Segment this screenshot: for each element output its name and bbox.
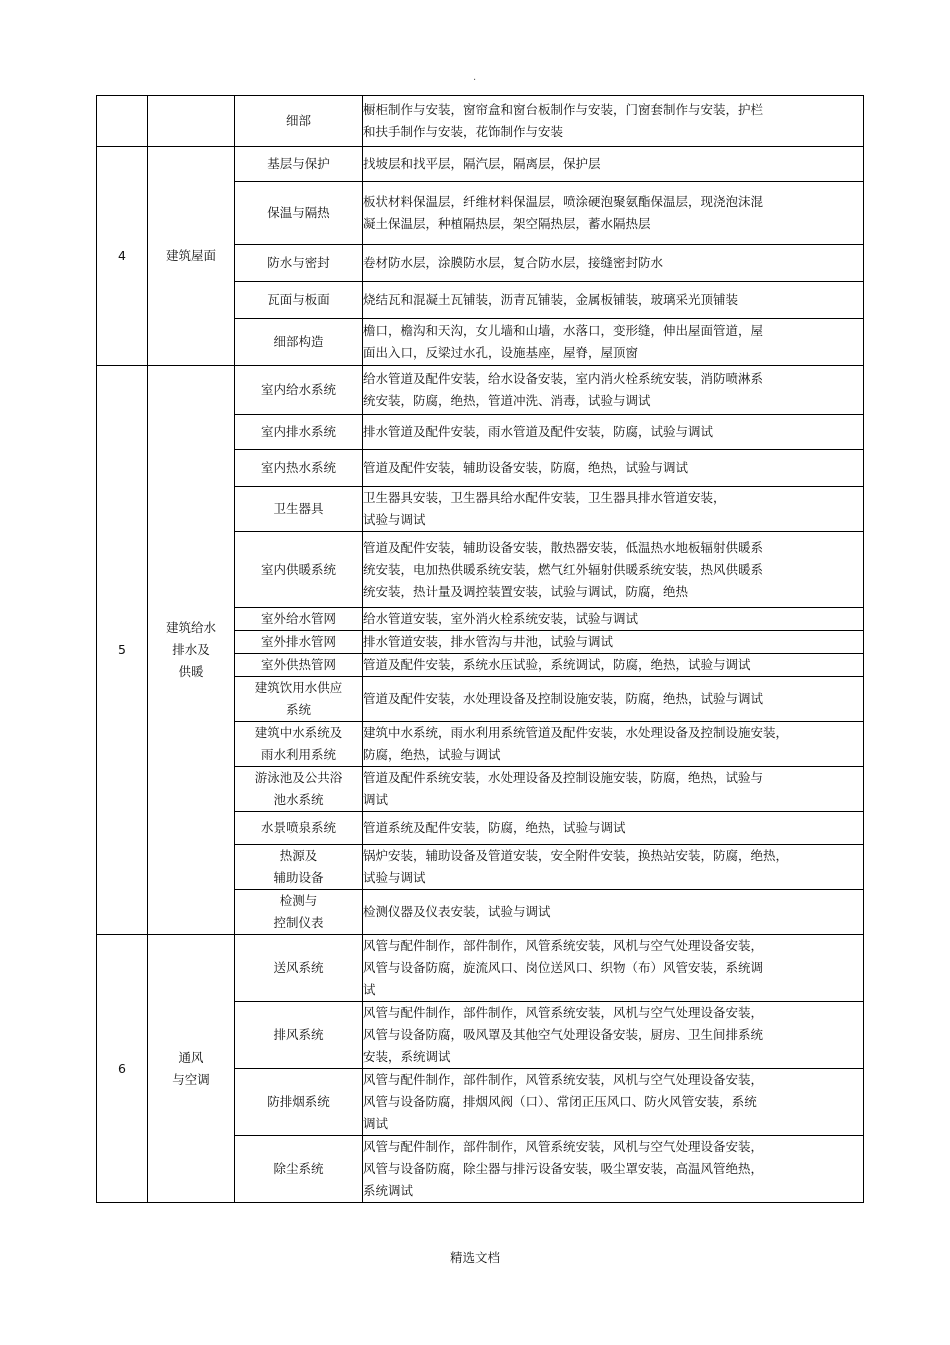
subdivision-name: 室外给水管网 — [235, 608, 363, 631]
subitem-list: 风管与配件制作，部件制作，风管系统安装，风机与空气处理设备安装， 风管与设备防腐，排烟风阀（口）、常闭正压风口、防火风管安装，系统 调试 — [363, 1069, 864, 1136]
subitem-list: 给水管道安装，室外消火栓系统安装，试验与调试 — [363, 608, 864, 631]
subitem-list: 检测仪器及仪表安装，试验与调试 — [363, 890, 864, 935]
subdivision-name: 水景喷泉系统 — [235, 812, 363, 845]
subdivision-name: 室外供热管网 — [235, 654, 363, 677]
subdivision-name: 细部构造 — [235, 319, 363, 366]
subdivision-name: 检测与 控制仪表 — [235, 890, 363, 935]
subdivision-name: 建筑中水系统及 雨水利用系统 — [235, 722, 363, 767]
subdivision-name: 防水与密封 — [235, 245, 363, 282]
subitem-list: 烧结瓦和混凝土瓦铺装，沥青瓦铺装，金属板铺装，玻璃采光顶铺装 — [363, 282, 864, 319]
division-name: 建筑给水 排水及 供暖 — [148, 366, 235, 935]
subdivision-name: 室内给水系统 — [235, 366, 363, 415]
subitem-list: 橱柜制作与安装，窗帘盒和窗台板制作与安装，门窗套制作与安装，护栏 和扶手制作与安装，花饰制作与安装 — [363, 96, 864, 147]
subdivision-name: 卫生器具 — [235, 487, 363, 532]
subitem-list: 管道系统及配件安装，防腐，绝热，试验与调试 — [363, 812, 864, 845]
subitem-list: 风管与配件制作，部件制作，风管系统安装，风机与空气处理设备安装， 风管与设备防腐，旋流风口、岗位送风口、织物（布）风管安装，系统调 试 — [363, 935, 864, 1002]
division-number: 6 — [97, 935, 148, 1203]
subdivision-name: 室内供暖系统 — [235, 532, 363, 608]
subdivision-name: 室外排水管网 — [235, 631, 363, 654]
division-name — [148, 96, 235, 147]
subitem-list: 管道及配件安装，辅助设备安装，防腐，绝热，试验与调试 — [363, 450, 864, 487]
page-footer: 精选文档 — [449, 1250, 500, 1265]
table-row — [97, 366, 864, 415]
subitem-list: 管道及配件安装，水处理设备及控制设施安装，防腐，绝热，试验与调试 — [363, 677, 864, 722]
table-row — [97, 147, 864, 182]
subitem-list: 给水管道及配件安装，给水设备安装，室内消火栓系统安装，消防喷淋系 统安装，防腐，绝热，管道冲洗、消毒，试验与调试 — [363, 366, 864, 415]
division-number: 5 — [97, 366, 148, 935]
subitem-list: 管道及配件安装，系统水压试验，系统调试，防腐，绝热，试验与调试 — [363, 654, 864, 677]
table-row — [97, 96, 864, 147]
subitem-list: 排水管道安装，排水管沟与井池，试验与调试 — [363, 631, 864, 654]
subdivision-name: 排风系统 — [235, 1002, 363, 1069]
subdivision-name: 细部 — [235, 96, 363, 147]
header-mark: . — [473, 72, 477, 83]
subitem-list: 管道及配件安装，辅助设备安装，散热器安装，低温热水地板辐射供暖系 统安装，电加热供暖系统安装，燃气红外辐射供暖系统安装，热风供暖系 统安装，热计量及调控装置安装，试验与调试，防腐，绝热 — [363, 532, 864, 608]
subdivision-name: 室内排水系统 — [235, 415, 363, 450]
subitem-list: 卫生器具安装，卫生器具给水配件安装，卫生器具排水管道安装， 试验与调试 — [363, 487, 864, 532]
subdivision-name: 室内热水系统 — [235, 450, 363, 487]
table-row — [97, 935, 864, 1002]
subdivision-name: 基层与保护 — [235, 147, 363, 182]
subdivision-name: 防排烟系统 — [235, 1069, 363, 1136]
subdivision-name: 送风系统 — [235, 935, 363, 1002]
subdivision-name: 建筑饮用水供应 系统 — [235, 677, 363, 722]
subdivision-name: 热源及 辅助设备 — [235, 845, 363, 890]
subdivision-name: 保温与隔热 — [235, 182, 363, 245]
division-name: 通风 与空调 — [148, 935, 235, 1203]
subitem-list: 找坡层和找平层，隔汽层，隔离层，保护层 — [363, 147, 864, 182]
subdivision-name: 瓦面与板面 — [235, 282, 363, 319]
subitem-list: 卷材防水层，涂膜防水层，复合防水层，接缝密封防水 — [363, 245, 864, 282]
subitem-list: 风管与配件制作，部件制作，风管系统安装，风机与空气处理设备安装， 风管与设备防腐，吸风罩及其他空气处理设备安装，厨房、卫生间排系统 安装，系统调试 — [363, 1002, 864, 1069]
subdivision-name: 除尘系统 — [235, 1136, 363, 1203]
division-number — [97, 96, 148, 147]
subitem-list: 管道及配件系统安装，水处理设备及控制设施安装，防腐，绝热，试验与 调试 — [363, 767, 864, 812]
subitem-list: 风管与配件制作，部件制作，风管系统安装，风机与空气处理设备安装， 风管与设备防腐，除尘器与排污设备安装，吸尘罩安装，高温风管绝热， 系统调试 — [363, 1136, 864, 1203]
division-name: 建筑屋面 — [148, 147, 235, 366]
subitem-list: 板状材料保温层，纤维材料保温层，喷涂硬泡聚氨酯保温层，现浇泡沫混 凝土保温层，种植隔热层，架空隔热层，蓄水隔热层 — [363, 182, 864, 245]
subdivision-name: 游泳池及公共浴 池水系统 — [235, 767, 363, 812]
construction-division-table — [96, 95, 864, 1203]
subitem-list: 建筑中水系统，雨水利用系统管道及配件安装，水处理设备及控制设施安装， 防腐，绝热，试验与调试 — [363, 722, 864, 767]
division-number: 4 — [97, 147, 148, 366]
subitem-list: 锅炉安装，辅助设备及管道安装，安全附件安装，换热站安装，防腐，绝热， 试验与调试 — [363, 845, 864, 890]
subitem-list: 排水管道及配件安装，雨水管道及配件安装，防腐，试验与调试 — [363, 415, 864, 450]
subitem-list: 檐口，檐沟和天沟，女儿墙和山墙，水落口，变形缝，伸出屋面管道，屋 面出入口，反梁过水孔，设施基座，屋脊，屋顶窗 — [363, 319, 864, 366]
